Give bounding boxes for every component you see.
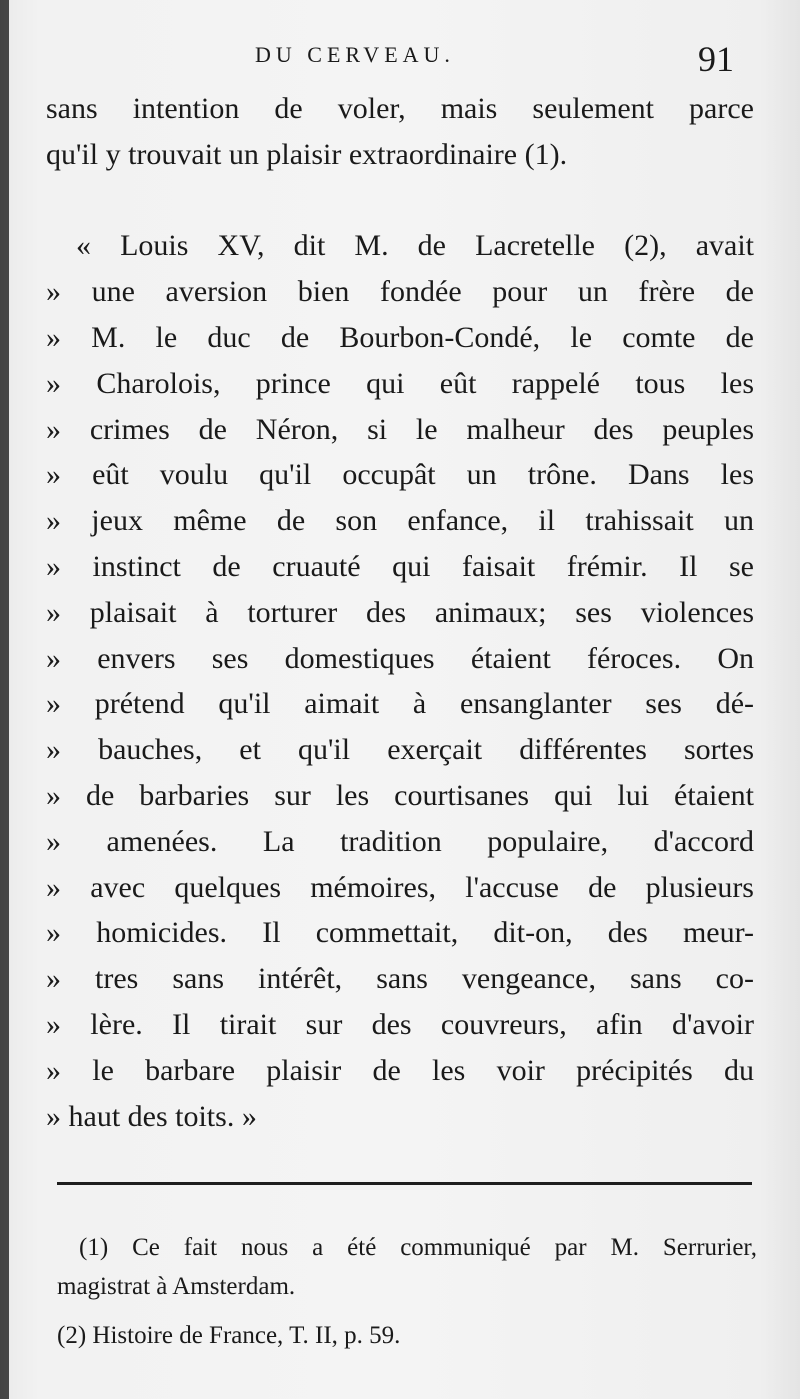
text-line: » crimes de Néron, si le malheur des peuples [46,412,754,446]
body-text [46,86,754,1139]
footnote-gap [57,1306,757,1316]
footnote-1-line-2: magistrat à Amsterdam. [57,1273,296,1300]
footnote-1-line-1: (1) Ce fait nous a été communiqué par M. Serrurier, [79,1234,757,1261]
running-title: DU CERVEAU. [255,42,455,67]
text-line: » prétend qu'il aimait à ensanglanter ses dé- [46,687,754,721]
text-line: sans intention de voler, mais seulement parce [46,92,754,125]
text-line: » avec quelques mémoires, l'accuse de plusieurs [46,870,754,904]
text-line: » instinct de cruauté qui faisait frémir. Il se [46,549,754,583]
footnote-2: (2) Histoire de France, T. II, p. 59. [57,1322,401,1349]
text-line: » haut des toits. » [46,1099,257,1133]
text-line: » tres sans intérêt, sans vengeance, sans co- [46,962,754,996]
text-line: » jeux même de son enfance, il trahissait un [46,504,754,538]
text-line: » M. le duc de Bourbon-Condé, le comte de [46,320,754,354]
text-line: » lère. Il tirait sur des couvreurs, afin d'avoir [46,1007,754,1041]
text-line: » homicides. Il commettait, dit-on, des meur- [46,916,754,950]
text-line: » Charolois, prince qui eût rappelé tous les [46,366,754,400]
footnote-rule [57,1182,752,1185]
binding-shadow [0,0,9,1399]
text-line: » plaisait à torturer des animaux; ses violences [46,595,754,629]
paragraph-gap [46,178,754,224]
text-line: » bauches, et qu'il exerçait différentes sortes [46,733,754,767]
text-line: » le barbare plaisir de les voir précipités du [46,1053,754,1087]
text-line: » de barbaries sur les courtisanes qui lui étaient [46,778,754,812]
text-line: » envers ses domestiques étaient féroces. On [46,641,754,675]
text-line: « Louis XV, dit M. de Lacretelle (2), avait [76,229,754,263]
text-line: » amenées. La tradition populaire, d'accord [46,824,754,858]
text-line: » une aversion bien fondée pour un frère de [46,275,754,309]
page-number: 91 [698,39,734,79]
footnotes [57,1228,757,1355]
text-line: » eût voulu qu'il occupât un trône. Dans les [46,458,754,492]
text-line: qu'il y trouvait un plaisir extraordinaire (1). [46,137,568,171]
